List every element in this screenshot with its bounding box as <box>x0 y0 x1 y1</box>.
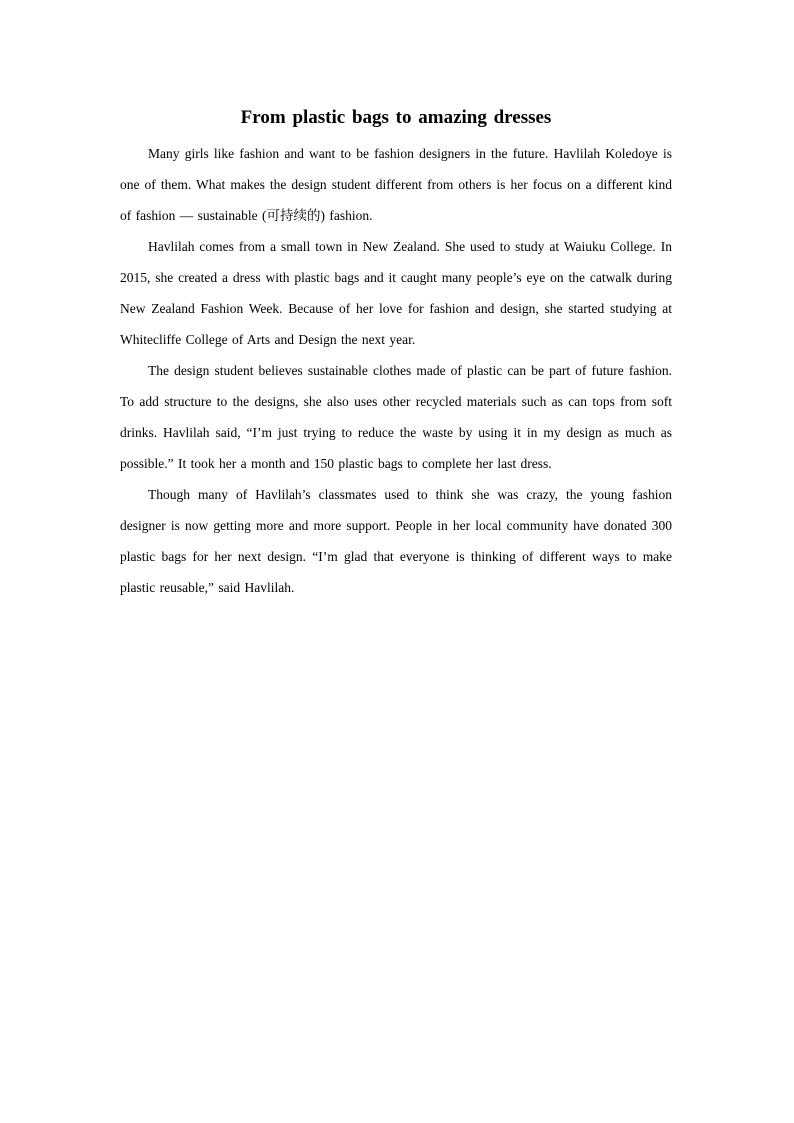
paragraph-1: Many girls like fashion and want to be fashion designers in the future. Havlilah Koledoye is one of them. What makes the design student different from others is her focus on a different kind of fashion — sustainable (可持续的) fashion. <box>120 146 672 223</box>
paragraph-4: Though many of Havlilah’s classmates used to think she was crazy, the young fashion designer is now getting more and more support. People in her local community have donated 300 plastic bags for her next design. “I’m glad that everyone is thinking of different ways to make plastic reusable,” said Havlilah. <box>120 487 672 595</box>
document-page <box>120 104 672 603</box>
paragraph-3: The design student believes sustainable clothes made of plastic can be part of future fashion. To add structure to the designs, she also uses other recycled materials such as can tops from soft drinks. Havlilah said, “I’m just trying to reduce the waste by using it in my design as much as possible.” It took her a month and 150 plastic bags to complete her last dress. <box>120 363 672 471</box>
document-title: From plastic bags to amazing dresses <box>240 107 552 128</box>
paragraph-2: Havlilah comes from a small town in New Zealand. She used to study at Waiuku College. In 2015, she created a dress with plastic bags and it caught many people’s eye on the catwalk during New Zealand Fashion Week. Because of her love for fashion and design, she started studying at Whitecliffe College of Arts and Design the next year. <box>120 239 672 347</box>
